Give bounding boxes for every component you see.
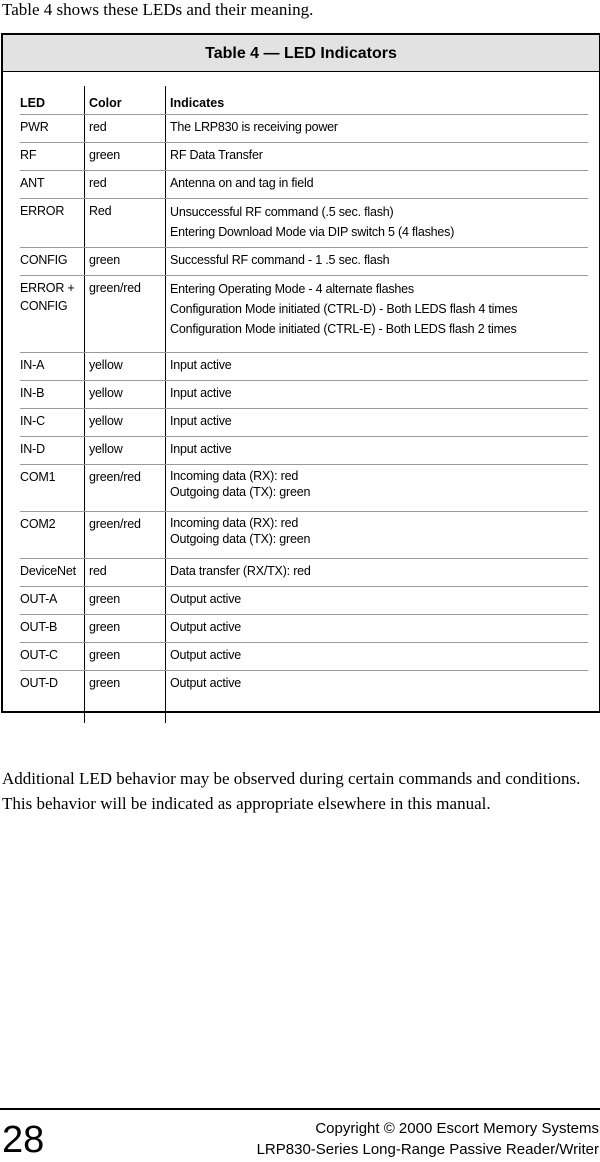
led-cell xyxy=(20,251,84,269)
color-cell-line: yellow xyxy=(89,442,123,456)
led-cell-line: IN-D xyxy=(20,442,45,456)
table-title: Table 4 — LED Indicators xyxy=(3,35,599,72)
color-cell-line: green/red xyxy=(89,517,141,531)
table-row xyxy=(20,198,588,248)
indicates-cell xyxy=(170,440,588,458)
color-cell-line: yellow xyxy=(89,414,123,428)
color-cell xyxy=(89,618,165,636)
indicates-cell xyxy=(170,384,588,402)
footer-copyright: Copyright © 2000 Escort Memory Systems xyxy=(315,1120,599,1137)
table-row xyxy=(20,436,588,465)
header-led: LED xyxy=(20,96,45,110)
table-row xyxy=(20,586,588,615)
color-cell-line: green xyxy=(89,592,120,606)
indicates-cell-line: Unsuccessful RF command (.5 sec. flash) xyxy=(170,205,394,219)
color-cell-line: green xyxy=(89,253,120,267)
led-cell-line: IN-C xyxy=(20,414,45,428)
led-cell xyxy=(20,562,84,580)
indicates-cell-line: Output active xyxy=(170,648,242,662)
color-cell xyxy=(89,562,165,580)
color-cell-line: red xyxy=(89,564,107,578)
led-cell-line: CONFIG xyxy=(20,253,68,267)
indicates-cell xyxy=(170,562,588,580)
table-row xyxy=(20,642,588,671)
indicates-cell xyxy=(170,251,588,269)
header-indicates: Indicates xyxy=(170,96,225,110)
indicates-cell-line: Output active xyxy=(170,620,242,634)
table-row xyxy=(20,142,588,171)
color-cell-line: green xyxy=(89,648,120,662)
led-cell xyxy=(20,468,84,486)
indicates-cell-line: Configuration Mode initiated (CTRL-E) - Both LEDS flash 2 times xyxy=(170,322,517,336)
indicates-cell-line: Input active xyxy=(170,414,232,428)
color-cell-line: red xyxy=(89,120,107,134)
led-cell-line: COM2 xyxy=(20,517,56,531)
led-cell xyxy=(20,118,84,136)
led-cell xyxy=(20,146,84,164)
led-cell xyxy=(20,384,84,402)
indicates-cell-line: Input active xyxy=(170,386,232,400)
led-cell xyxy=(20,618,84,636)
color-cell xyxy=(89,146,165,164)
indicates-cell xyxy=(170,646,588,664)
color-cell xyxy=(89,674,165,692)
table-row xyxy=(20,614,588,643)
led-cell xyxy=(20,674,84,692)
indicates-cell-line: Entering Operating Mode - 4 alternate flashes xyxy=(170,282,414,296)
indicates-cell-line: Entering Download Mode via DIP switch 5 (4 flashes) xyxy=(170,225,455,239)
led-cell-line: PWR xyxy=(20,120,49,134)
indicates-cell-line: Successful RF command - 1 .5 sec. flash xyxy=(170,253,390,267)
footer-rule xyxy=(0,1108,600,1110)
color-cell-line: green xyxy=(89,620,120,634)
indicates-cell-line: Input active xyxy=(170,442,232,456)
led-cell-line: ANT xyxy=(20,176,45,190)
table-row xyxy=(20,558,588,587)
header-color: Color xyxy=(89,96,122,110)
table-row xyxy=(20,408,588,437)
led-cell xyxy=(20,412,84,430)
color-cell-line: yellow xyxy=(89,358,123,372)
color-cell-line: green xyxy=(89,676,120,690)
indicates-cell xyxy=(170,515,588,547)
color-cell xyxy=(89,515,165,533)
indicates-cell xyxy=(170,118,588,136)
color-cell xyxy=(89,202,165,220)
led-cell-line: DeviceNet xyxy=(20,564,76,578)
color-cell xyxy=(89,251,165,269)
indicates-cell-line: The LRP830 is receiving power xyxy=(170,120,338,134)
led-cell xyxy=(20,590,84,608)
led-cell xyxy=(20,515,84,533)
color-cell xyxy=(89,279,165,297)
footer-text xyxy=(257,1118,599,1160)
indicates-cell xyxy=(170,618,588,636)
color-cell xyxy=(89,590,165,608)
table-row xyxy=(20,380,588,409)
led-cell xyxy=(20,202,84,220)
intro-text: Table 4 shows these LEDs and their meaning. xyxy=(2,0,314,19)
led-cell-line: CONFIG xyxy=(20,299,68,313)
table-row xyxy=(20,464,588,512)
table-row xyxy=(20,114,588,143)
table-row xyxy=(20,247,588,276)
color-cell-line: Red xyxy=(89,204,112,218)
color-cell xyxy=(89,468,165,486)
indicates-cell xyxy=(170,590,588,608)
indicates-cell-line: Incoming data (RX): red xyxy=(170,469,299,483)
led-cell xyxy=(20,174,84,192)
led-cell-line: IN-B xyxy=(20,386,45,400)
indicates-cell xyxy=(170,356,588,374)
led-cell xyxy=(20,646,84,664)
color-cell-line: green/red xyxy=(89,281,141,295)
closing-paragraph: Additional LED behavior may be observed during certain commands and conditions. This behavior will be indicated as appropriate elsewhere in this manual. xyxy=(2,769,581,813)
indicates-cell xyxy=(170,174,588,192)
led-cell-line: OUT-D xyxy=(20,676,58,690)
led-cell xyxy=(20,440,84,458)
table-row xyxy=(20,511,588,559)
table-header-row xyxy=(20,86,588,115)
led-cell-line: OUT-B xyxy=(20,620,58,634)
color-cell-line: green/red xyxy=(89,470,141,484)
indicates-cell-line: Output active xyxy=(170,676,242,690)
footer-product: LRP830-Series Long-Range Passive Reader/Writer xyxy=(256,1141,599,1158)
indicates-cell xyxy=(170,674,588,692)
led-cell-line: ERROR + xyxy=(20,281,75,295)
indicates-cell-line: Data transfer (RX/TX): red xyxy=(170,564,311,578)
led-cell xyxy=(20,356,84,374)
color-cell xyxy=(89,174,165,192)
indicates-cell-line: RF Data Transfer xyxy=(170,148,263,162)
color-cell xyxy=(89,412,165,430)
color-cell xyxy=(89,384,165,402)
indicates-cell xyxy=(170,412,588,430)
table-row xyxy=(20,670,588,698)
led-cell xyxy=(20,279,84,315)
led-cell-line: COM1 xyxy=(20,470,56,484)
indicates-cell-line: Outgoing data (TX): green xyxy=(170,532,311,546)
color-cell-line: yellow xyxy=(89,386,123,400)
color-cell-line: green xyxy=(89,148,120,162)
led-cell-line: OUT-C xyxy=(20,648,58,662)
indicates-cell xyxy=(170,202,588,242)
indicates-cell-line: Outgoing data (TX): green xyxy=(170,485,311,499)
led-indicator-table xyxy=(1,33,600,713)
table-row xyxy=(20,170,588,199)
indicates-cell xyxy=(170,279,588,339)
color-cell xyxy=(89,356,165,374)
color-cell xyxy=(89,440,165,458)
led-cell-line: IN-A xyxy=(20,358,45,372)
page-number: 28 xyxy=(2,1119,45,1161)
indicates-cell-line: Output active xyxy=(170,592,242,606)
indicates-cell xyxy=(170,468,588,500)
color-cell xyxy=(89,118,165,136)
indicates-cell-line: Antenna on and tag in field xyxy=(170,176,314,190)
color-cell-line: red xyxy=(89,176,107,190)
color-cell xyxy=(89,646,165,664)
indicates-cell-line: Incoming data (RX): red xyxy=(170,516,299,530)
led-cell-line: RF xyxy=(20,148,37,162)
led-cell-line: ERROR xyxy=(20,204,65,218)
indicates-cell-line: Input active xyxy=(170,358,232,372)
indicates-cell xyxy=(170,146,588,164)
table-row xyxy=(20,352,588,381)
table-row xyxy=(20,275,588,353)
led-cell-line: OUT-A xyxy=(20,592,58,606)
indicates-cell-line: Configuration Mode initiated (CTRL-D) - Both LEDS flash 4 times xyxy=(170,302,518,316)
